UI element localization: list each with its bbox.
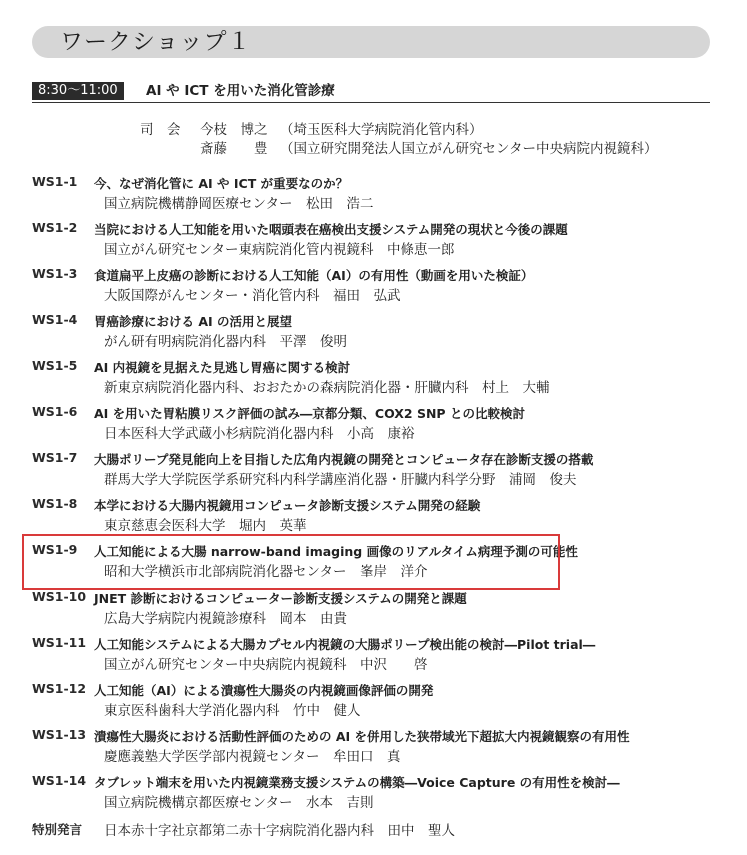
program-entry xyxy=(32,312,712,352)
entry-code: WS1-3 xyxy=(32,266,78,281)
entry-author: 東京慈恵会医科大学 堀内 英華 xyxy=(104,518,307,534)
entry-author: 国立病院機構静岡医療センター 松田 浩二 xyxy=(104,196,374,212)
entry-title: 当院における人工知能を用いた咽頭表在癌検出支援システム開発の現状と今後の課題 xyxy=(94,222,568,237)
chair-affiliation: （国立研究開発法人国立がん研究センター中央病院内視鏡科） xyxy=(280,141,658,157)
entry-code: WS1-14 xyxy=(32,773,87,788)
entry-code: WS1-10 xyxy=(32,589,87,604)
entry-title: タブレット端末を用いた内視鏡業務支援システムの構築―Voice Capture の有用性を検討― xyxy=(94,775,620,790)
program-entry xyxy=(32,589,712,629)
entry-author: 東京医科歯科大学消化器内科 竹中 健人 xyxy=(104,703,361,719)
entry-title: 人工知能システムによる大腸カプセル内視鏡の大腸ポリープ検出能の検討―Pilot trial― xyxy=(94,637,596,652)
entry-code: WS1-7 xyxy=(32,450,78,465)
program-entry xyxy=(32,174,712,214)
entry-title: JNET 診断におけるコンピューター診断支援システムの開発と課題 xyxy=(94,591,467,606)
chair-name: 斎藤 豊 xyxy=(200,141,268,157)
entry-code: WS1-6 xyxy=(32,404,78,419)
entry-author: 慶應義塾大学医学部内視鏡センター 牟田口 真 xyxy=(104,749,401,765)
entry-title: 人工知能（AI）による潰瘍性大腸炎の内視鏡画像評価の開発 xyxy=(94,683,434,698)
section-title: ワークショップ１ xyxy=(60,29,252,55)
entry-code: WS1-8 xyxy=(32,496,78,511)
entry-code: WS1-1 xyxy=(32,174,78,189)
program-entry xyxy=(32,220,712,260)
entry-title: 人工知能による大腸 narrow-band imaging 画像のリアルタイム病理予測の可能性 xyxy=(94,544,578,559)
entry-title: 大腸ポリープ発見能向上を目指した広角内視鏡の開発とコンピュータ存在診断支援の搭載 xyxy=(94,452,594,467)
chair-affiliation: （埼玉医科大学病院消化管内科） xyxy=(280,122,483,138)
entry-author: 日本医科大学武蔵小杉病院消化器内科 小高 康裕 xyxy=(104,426,415,442)
entry-code: WS1-2 xyxy=(32,220,78,235)
highlight-box xyxy=(22,534,560,590)
entry-title: 胃癌診療における AI の活用と展望 xyxy=(94,314,293,329)
entry-title: 本学における大腸内視鏡用コンピュータ診断支援システム開発の経験 xyxy=(94,498,481,513)
session-title: AI や ICT を用いた消化管診療 xyxy=(146,83,335,99)
chair-name: 今枝 博之 xyxy=(200,122,268,138)
entry-author: 国立がん研究センター中央病院内視鏡科 中沢 啓 xyxy=(104,657,428,673)
program-entry xyxy=(32,496,712,536)
entry-title: 潰瘍性大腸炎における活動性評価のための AI を併用した狭帯域光下超拡大内視鏡観察の有用性 xyxy=(94,729,630,744)
program-entry xyxy=(32,358,712,398)
program-entry xyxy=(32,450,712,490)
special-author: 日本赤十字社京都第二赤十字病院消化器内科 田中 聖人 xyxy=(104,823,455,839)
entry-author: 広島大学病院内視鏡診療科 岡本 由貴 xyxy=(104,611,347,627)
entry-title: AI を用いた胃粘膜リスク評価の試み―京都分類、COX2 SNP との比較検討 xyxy=(94,406,525,421)
special-remark xyxy=(32,820,712,840)
entry-code: WS1-4 xyxy=(32,312,78,327)
program-entry xyxy=(32,773,712,813)
entry-code: WS1-11 xyxy=(32,635,87,650)
program-entry xyxy=(32,635,712,675)
entry-code: WS1-12 xyxy=(32,681,87,696)
session-header xyxy=(32,82,710,103)
special-label: 特別発言 xyxy=(32,822,83,837)
entry-code: WS1-5 xyxy=(32,358,78,373)
entry-author: 国立病院機構京都医療センター 水本 吉則 xyxy=(104,795,374,811)
program-entry xyxy=(32,727,712,767)
program-entry xyxy=(32,404,712,444)
session-time: 8:30〜11:00 xyxy=(32,82,124,100)
entry-title: AI 内視鏡を見据えた見逃し胃癌に関する検討 xyxy=(94,360,351,375)
entry-author: 群馬大学大学院医学系研究科内科学講座消化器・肝臓内科学分野 浦岡 俊夫 xyxy=(104,472,577,488)
entry-title: 今、なぜ消化管に AI や ICT が重要なのか？ xyxy=(94,176,349,191)
program-entry xyxy=(32,681,712,721)
entry-author: 大阪国際がんセンター・消化管内科 福田 弘武 xyxy=(104,288,401,304)
section-banner xyxy=(32,26,710,58)
entry-code: WS1-9 xyxy=(32,542,78,557)
entry-title: 食道扁平上皮癌の診断における人工知能（AI）の有用性（動画を用いた検証） xyxy=(94,268,534,283)
entry-author: がん研有明病院消化器内科 平澤 俊明 xyxy=(104,334,347,350)
chair-role: 司 会 xyxy=(140,122,181,138)
entry-code: WS1-13 xyxy=(32,727,87,742)
entry-author: 新東京病院消化器内科、おおたかの森病院消化器・肝臓内科 村上 大輔 xyxy=(104,380,550,396)
program-entry xyxy=(32,266,712,306)
entry-author: 国立がん研究センター東病院消化管内視鏡科 中條恵一郎 xyxy=(104,242,455,258)
entry-author: 昭和大学横浜市北部病院消化器センター 峯岸 洋介 xyxy=(104,564,428,580)
